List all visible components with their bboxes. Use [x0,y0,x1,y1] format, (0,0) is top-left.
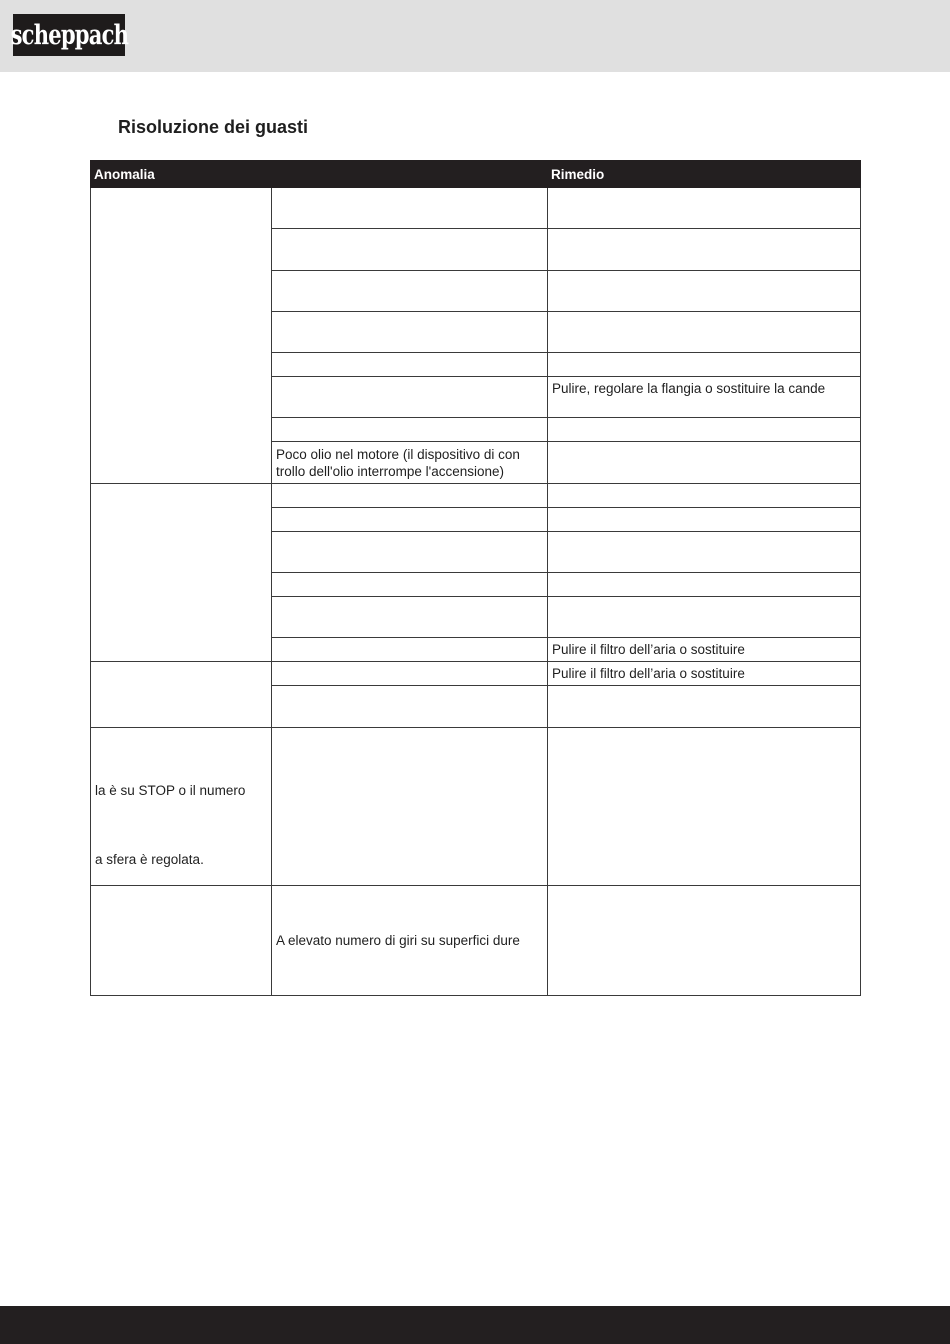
table-header-row [91,161,861,188]
cause-cell [272,728,548,886]
anomaly-cell-1 [91,188,272,484]
cause-cell [272,229,548,271]
cause-cell: A elevato numero di giri su superfici dure [272,886,548,996]
footer-band [0,1306,950,1344]
table-row [91,188,861,229]
anomaly-text-line: la è su STOP o il numero [95,783,246,798]
anomaly-cell-5 [91,886,272,996]
troubleshooting-table [90,160,861,996]
cause-cell [272,597,548,638]
remedy-cell [548,188,861,229]
page-title: Risoluzione dei guasti [118,117,309,137]
remedy-cell [548,312,861,353]
remedy-cell [548,508,861,532]
cause-cell [272,638,548,662]
remedy-cell [548,686,861,728]
cause-cell [272,662,548,686]
remedy-cell [548,597,861,638]
anomaly-cell-3 [91,662,272,728]
remedy-cell [548,442,861,484]
table-row [91,662,861,686]
brand-logo-text: scheppach [10,19,128,51]
brand-logo [10,14,128,56]
cause-cell [272,312,548,353]
cause-cell: Poco olio nel motore (il dispositivo di con trollo dell'olio interrompe l'accensione) [272,442,548,484]
cause-cell [272,271,548,312]
table-row [91,484,861,508]
cause-cell [272,418,548,442]
remedy-cell [548,573,861,597]
header-causa [272,161,548,188]
cause-cell [272,686,548,728]
remedy-cell [548,484,861,508]
remedy-cell [548,532,861,573]
remedy-cell: Pulire, regolare la flangia o sostituire la cande [548,377,861,418]
cause-cell [272,573,548,597]
cause-cell [272,377,548,418]
remedy-cell [548,229,861,271]
remedy-cell: Pulire il filtro dell’aria o sostituire [548,638,861,662]
header-anomalia: Anomalia [91,161,272,188]
remedy-cell [548,728,861,886]
cause-cell [272,353,548,377]
remedy-cell [548,418,861,442]
remedy-cell [548,271,861,312]
cause-cell [272,188,548,229]
anomaly-cell-4 [91,728,272,886]
cause-cell [272,484,548,508]
anomaly-cell-2 [91,484,272,662]
anomaly-text-line: a sfera è regolata. [95,852,204,867]
cause-cell [272,508,548,532]
header-rimedio: Rimedio [548,161,861,188]
remedy-cell [548,353,861,377]
header-band [0,0,950,72]
remedy-cell [548,886,861,996]
cause-cell [272,532,548,573]
remedy-cell: Pulire il filtro dell’aria o sostituire [548,662,861,686]
table-row [91,886,861,996]
table-row [91,728,861,886]
